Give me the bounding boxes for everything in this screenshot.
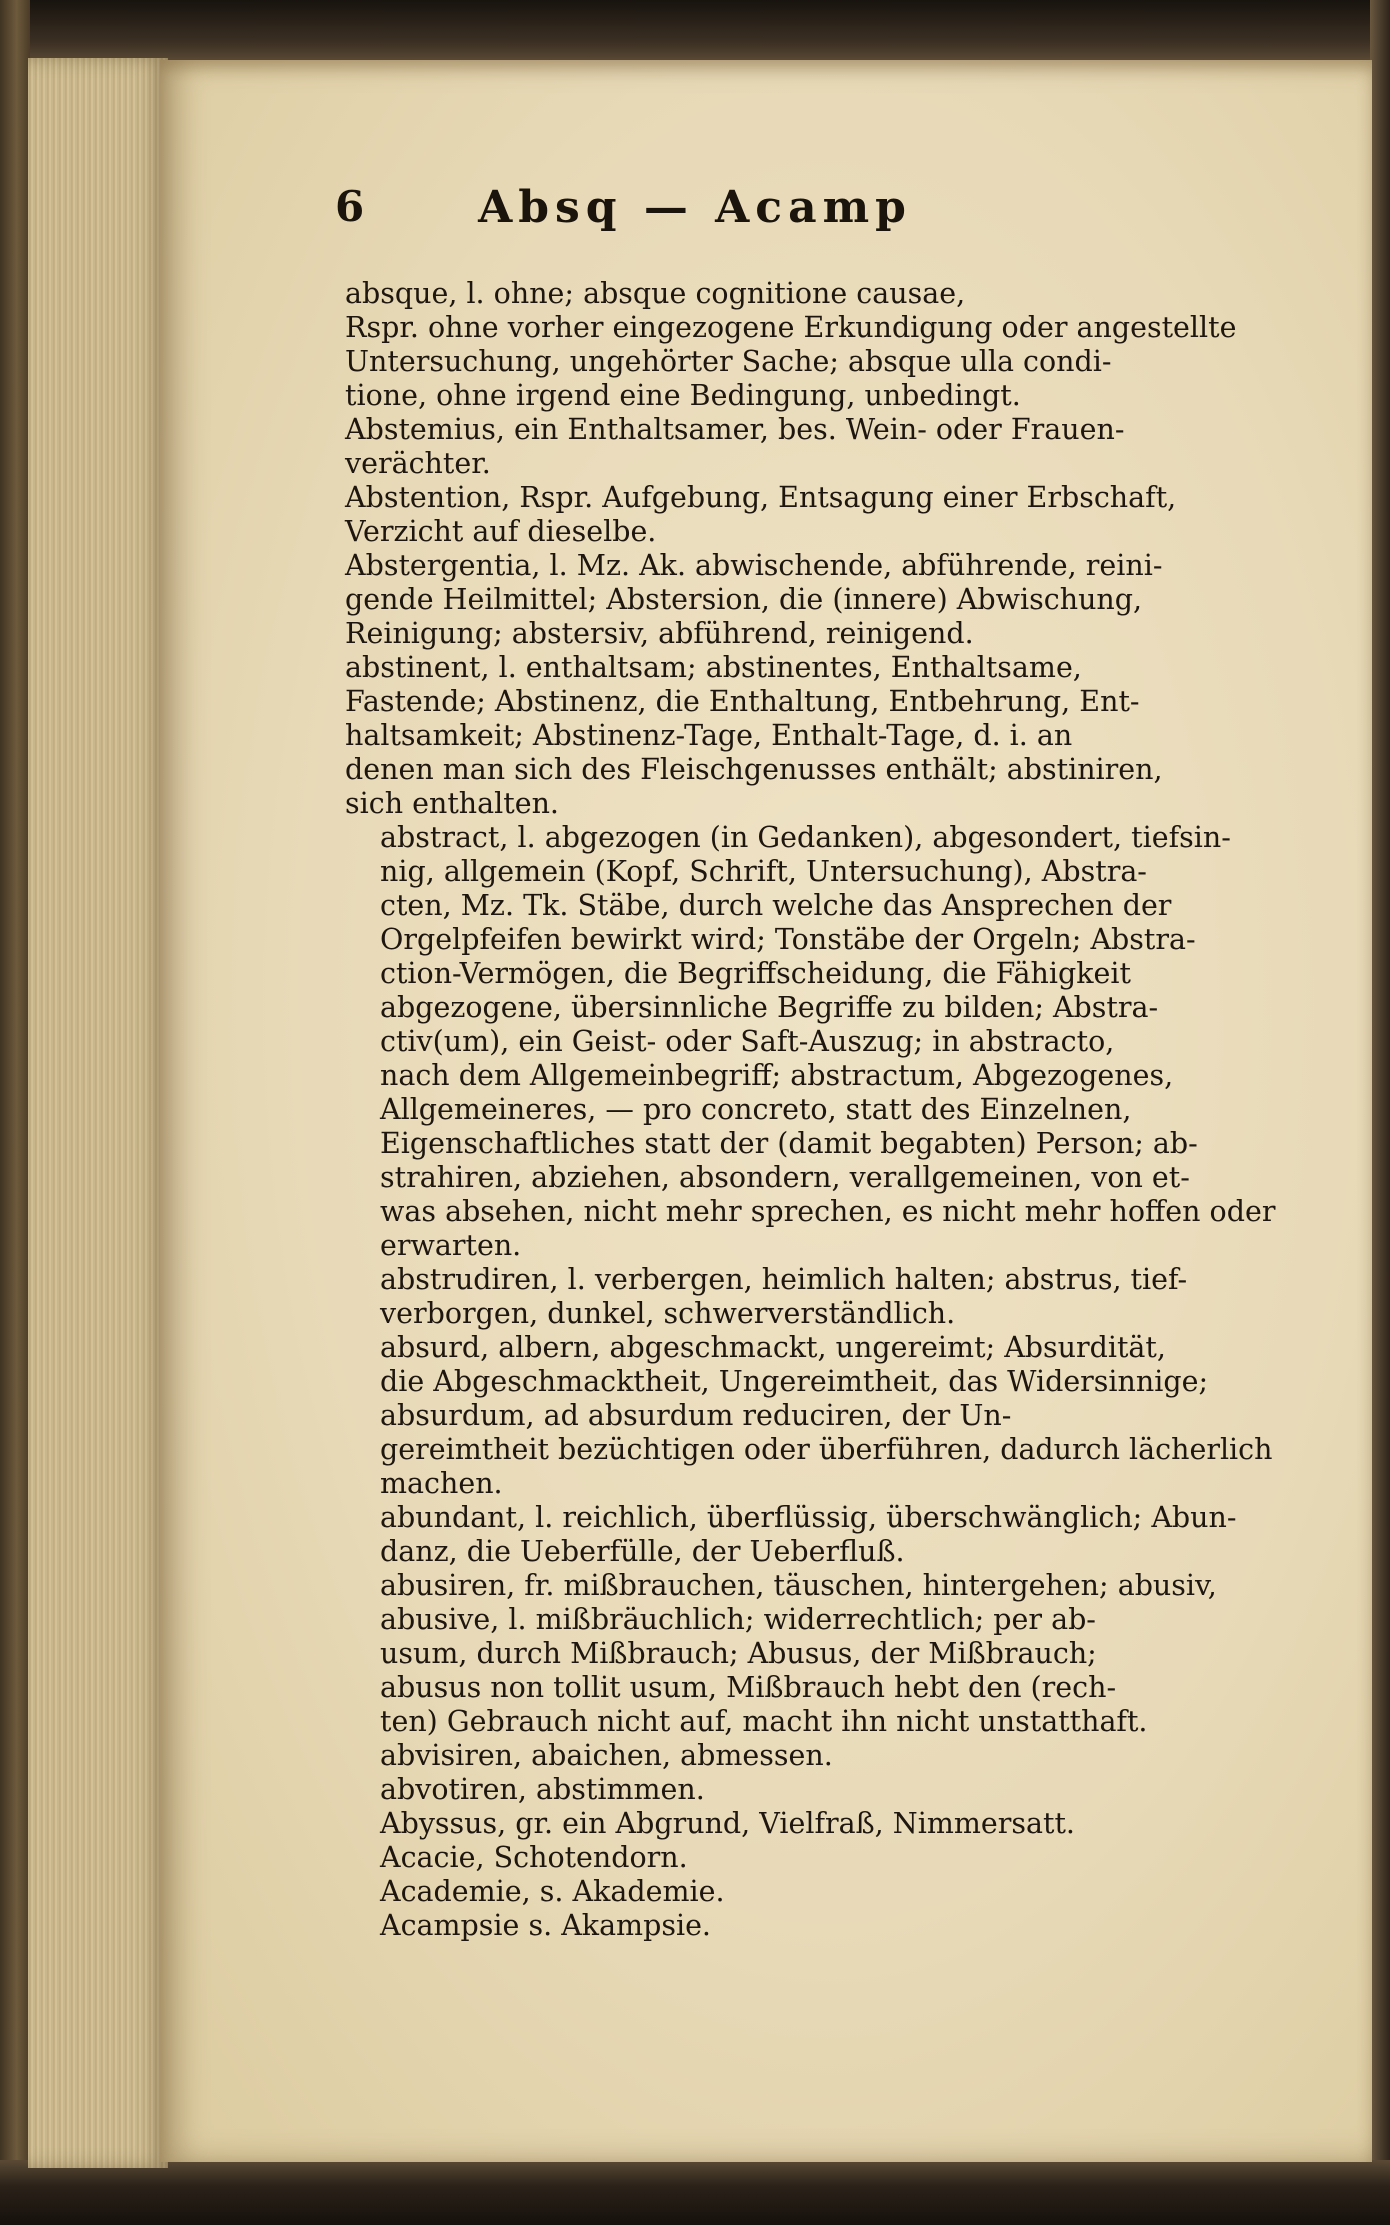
text-line: abusiren, fr. mißbrauchen, täuschen, hintergehen; abusiv, (380, 1569, 1217, 1602)
text-line: Allgemeineres, — pro concreto, statt des Einzelnen, (380, 1093, 1132, 1126)
text-line: abgezogene, übersinnliche Begriffe zu bilden; Abstra- (380, 991, 1159, 1024)
text-line: Academie, s. Akademie. (380, 1875, 725, 1908)
text-line: Verzicht auf dieselbe. (345, 515, 657, 548)
text-line: verborgen, dunkel, schwerverständlich. (380, 1297, 956, 1330)
text-line: ten) Gebrauch nicht auf, macht ihn nicht unstatthaft. (380, 1705, 1148, 1738)
text-line: abusus non tollit usum, Mißbrauch hebt den (rech- (380, 1671, 1117, 1704)
text-line: absque, l. ohne; absque cognitione causae, (345, 277, 966, 310)
page-number: 6 (335, 182, 365, 231)
text-line: was absehen, nicht mehr sprechen, es nicht mehr hoffen oder (380, 1195, 1276, 1228)
text-line: usum, durch Mißbrauch; Abusus, der Mißbrauch; (380, 1637, 1097, 1670)
text-line: die Abgeschmacktheit, Ungereimtheit, das Widersinnige; (380, 1365, 1209, 1398)
text-line: Abstergentia, l. Mz. Ak. abwischende, abführende, reini- (345, 549, 1163, 582)
text-line: Abyssus, gr. ein Abgrund, Vielfraß, Nimmersatt. (380, 1807, 1075, 1840)
text-line: abusive, l. mißbräuchlich; widerrechtlich; per ab- (380, 1603, 1096, 1636)
text-line: gereimtheit bezüchtigen oder überführen, dadurch lächerlich (380, 1433, 1273, 1466)
text-line: denen man sich des Fleischgenusses enthält; abstiniren, (345, 753, 1163, 786)
text-line: Fastende; Abstinenz, die Enthaltung, Entbehrung, Ent- (345, 685, 1140, 718)
text-line: Untersuchung, ungehörter Sache; absque ulla condi- (345, 345, 1112, 378)
text-line: Orgelpfeifen bewirkt wird; Tonstäbe der Orgeln; Abstra- (380, 923, 1196, 956)
text-line: abstrudiren, l. verbergen, heimlich halten; abstrus, tief- (380, 1263, 1188, 1296)
book-cover-bottom (0, 2160, 1390, 2225)
text-line: sich enthalten. (345, 787, 559, 820)
text-line: Reinigung; abstersiv, abführend, reinigend. (345, 617, 974, 650)
text-line: nig, allgemein (Kopf, Schrift, Untersuchung), Abstra- (380, 855, 1147, 888)
book-cover-top (0, 0, 1390, 60)
text-line: abvisiren, abaichen, abmessen. (380, 1739, 833, 1772)
book-cover-right (1370, 0, 1390, 2225)
text-line: abstract, l. abgezogen (in Gedanken), abgesondert, tiefsin- (380, 821, 1231, 854)
text-line: absurd, albern, abgeschmackt, ungereimt; Absurdität, (380, 1331, 1166, 1364)
text-line: erwarten. (380, 1229, 522, 1262)
text-line: Abstention, Rspr. Aufgebung, Entsagung einer Erbschaft, (345, 481, 1177, 514)
text-line: verächter. (345, 447, 491, 480)
text-line: gende Heilmittel; Abstersion, die (innere) Abwischung, (345, 583, 1143, 616)
text-line: tione, ohne irgend eine Bedingung, unbedingt. (345, 379, 1021, 412)
text-line: cten, Mz. Tk. Stäbe, durch welche das Ansprechen der (380, 889, 1172, 922)
text-line: abundant, l. reichlich, überflüssig, überschwänglich; Abun- (380, 1501, 1237, 1534)
text-line: ctiv(um), ein Geist- oder Saft-Auszug; in abstracto, (380, 1025, 1115, 1058)
text-line: Acampsie s. Akampsie. (380, 1909, 711, 1942)
book-spine-edge (0, 0, 30, 2225)
text-line: abvotiren, abstimmen. (380, 1773, 705, 1806)
text-line: Eigenschaftliches statt der (damit begabten) Person; ab- (380, 1127, 1198, 1160)
text-line: absurdum, ad absurdum reduciren, der Un- (380, 1399, 1012, 1432)
text-line: ction-Vermögen, die Begriffscheidung, die Fähigkeit (380, 957, 1131, 990)
text-line: Rspr. ohne vorher eingezogene Erkundigung oder angestellte (345, 311, 1237, 344)
text-line: machen. (380, 1467, 503, 1500)
text-line: abstinent, l. enthaltsam; abstinentes, Enthaltsame, (345, 651, 1082, 684)
running-head: Absq — Acamp (478, 182, 912, 233)
text-line: nach dem Allgemeinbegriff; abstractum, Abgezogenes, (380, 1059, 1174, 1092)
text-line: Acacie, Schotendorn. (380, 1841, 688, 1874)
text-line: haltsamkeit; Abstinenz-Tage, Enthalt-Tage, d. i. an (345, 719, 1073, 752)
page-edges (28, 58, 168, 2168)
text-line: strahiren, abziehen, absondern, verallgemeinen, von et- (380, 1161, 1190, 1194)
text-line: danz, die Ueberfülle, der Ueberfluß. (380, 1535, 905, 1568)
text-line: Abstemius, ein Enthaltsamer, bes. Wein- oder Frauen- (345, 413, 1125, 446)
